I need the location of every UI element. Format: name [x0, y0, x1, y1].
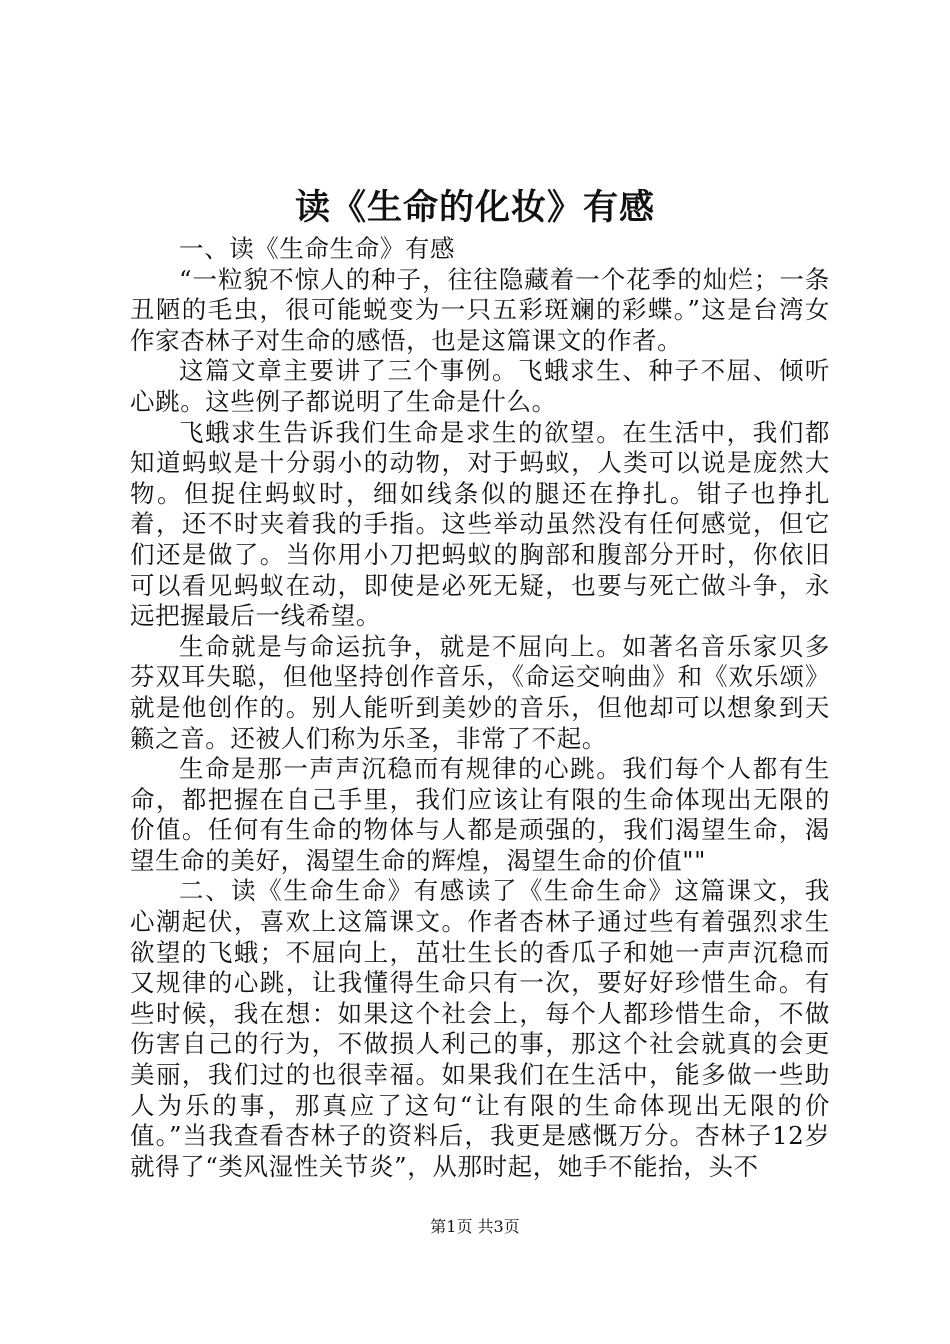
paragraph-quote: “一粒貌不惊人的种子，往往隐藏着一个花季的灿烂；一条丑陋的毛虫，很可能蜕变为一只五彩斑斓的彩蝶。”这是台湾女作家杏林子对生命的感悟，也是这篇课文的作者。: [130, 264, 830, 355]
document-body: [130, 234, 830, 1182]
paragraph-heading-2: 二、读《生命生命》有感读了《生命生命》这篇课文，我心潮起伏，喜欢上这篇课文。作者杏林子通过些有着强烈求生欲望的飞蛾；不屈向上，茁壮生长的香瓜子和她一声声沉稳而又规律的心跳，让我懂得生命只有一次，要好好珍惜生命。有些时候，我在想：如果这个社会上，每个人都珍惜生命，不做伤害自己的行为，不做损人利己的事，那这个社会就真的会更美丽，我们过的也很幸福。如果我们在生活中，能多做一些助人为乐的事，那真应了这句“让有限的生命体现出无限的价值。”当我查看杏林子的资料后，我更是感慨万分。杏林子12岁就得了“类风湿性关节炎”，从那时起，她手不能抬，头不: [130, 876, 830, 1181]
paragraph-fate: 生命就是与命运抗争，就是不屈向上。如著名音乐家贝多芬双耳失聪，但他坚持创作音乐，《命运交响曲》和《欢乐颂》就是他创作的。别人能听到美妙的音乐，但他却可以想象到天籁之音。还被人们称为乐圣，非常了不起。: [130, 631, 830, 753]
paragraph-heartbeat: 生命是那一声声沉稳而有规律的心跳。我们每个人都有生命，都把握在自己手里，我们应该让有限的生命体现出无限的价值。任何有生命的物体与人都是顽强的，我们渴望生命，渴望生命的美好，渴望生命的辉煌，渴望生命的价值"": [130, 754, 830, 875]
page-footer: 第1页 共3页: [430, 1217, 520, 1236]
paragraph-heading-1: 一、读《生命生命》有感: [179, 234, 456, 263]
paragraph-moth: 飞蛾求生告诉我们生命是求生的欲望。在生活中，我们都知道蚂蚁是十分弱小的动物，对于蚂蚁，人类可以说是庞然大物。但捉住蚂蚁时，细如线条似的腿还在挣扎。钳子也挣扎着，还不时夹着我的手指。这些举动虽然没有任何感觉，但它们还是做了。当你用小刀把蚂蚁的胸部和腹部分开时，你依旧可以看见蚂蚁在动，即使是必死无疑，也要与死亡做斗争，永远把握最后一线希望。: [130, 417, 830, 631]
paragraph-examples: 这篇文章主要讲了三个事例。飞蛾求生、种子不屈、倾听心跳。这些例子都说明了生命是什么。: [130, 356, 830, 416]
document-title: 读《生命的化妆》有感: [294, 187, 655, 228]
